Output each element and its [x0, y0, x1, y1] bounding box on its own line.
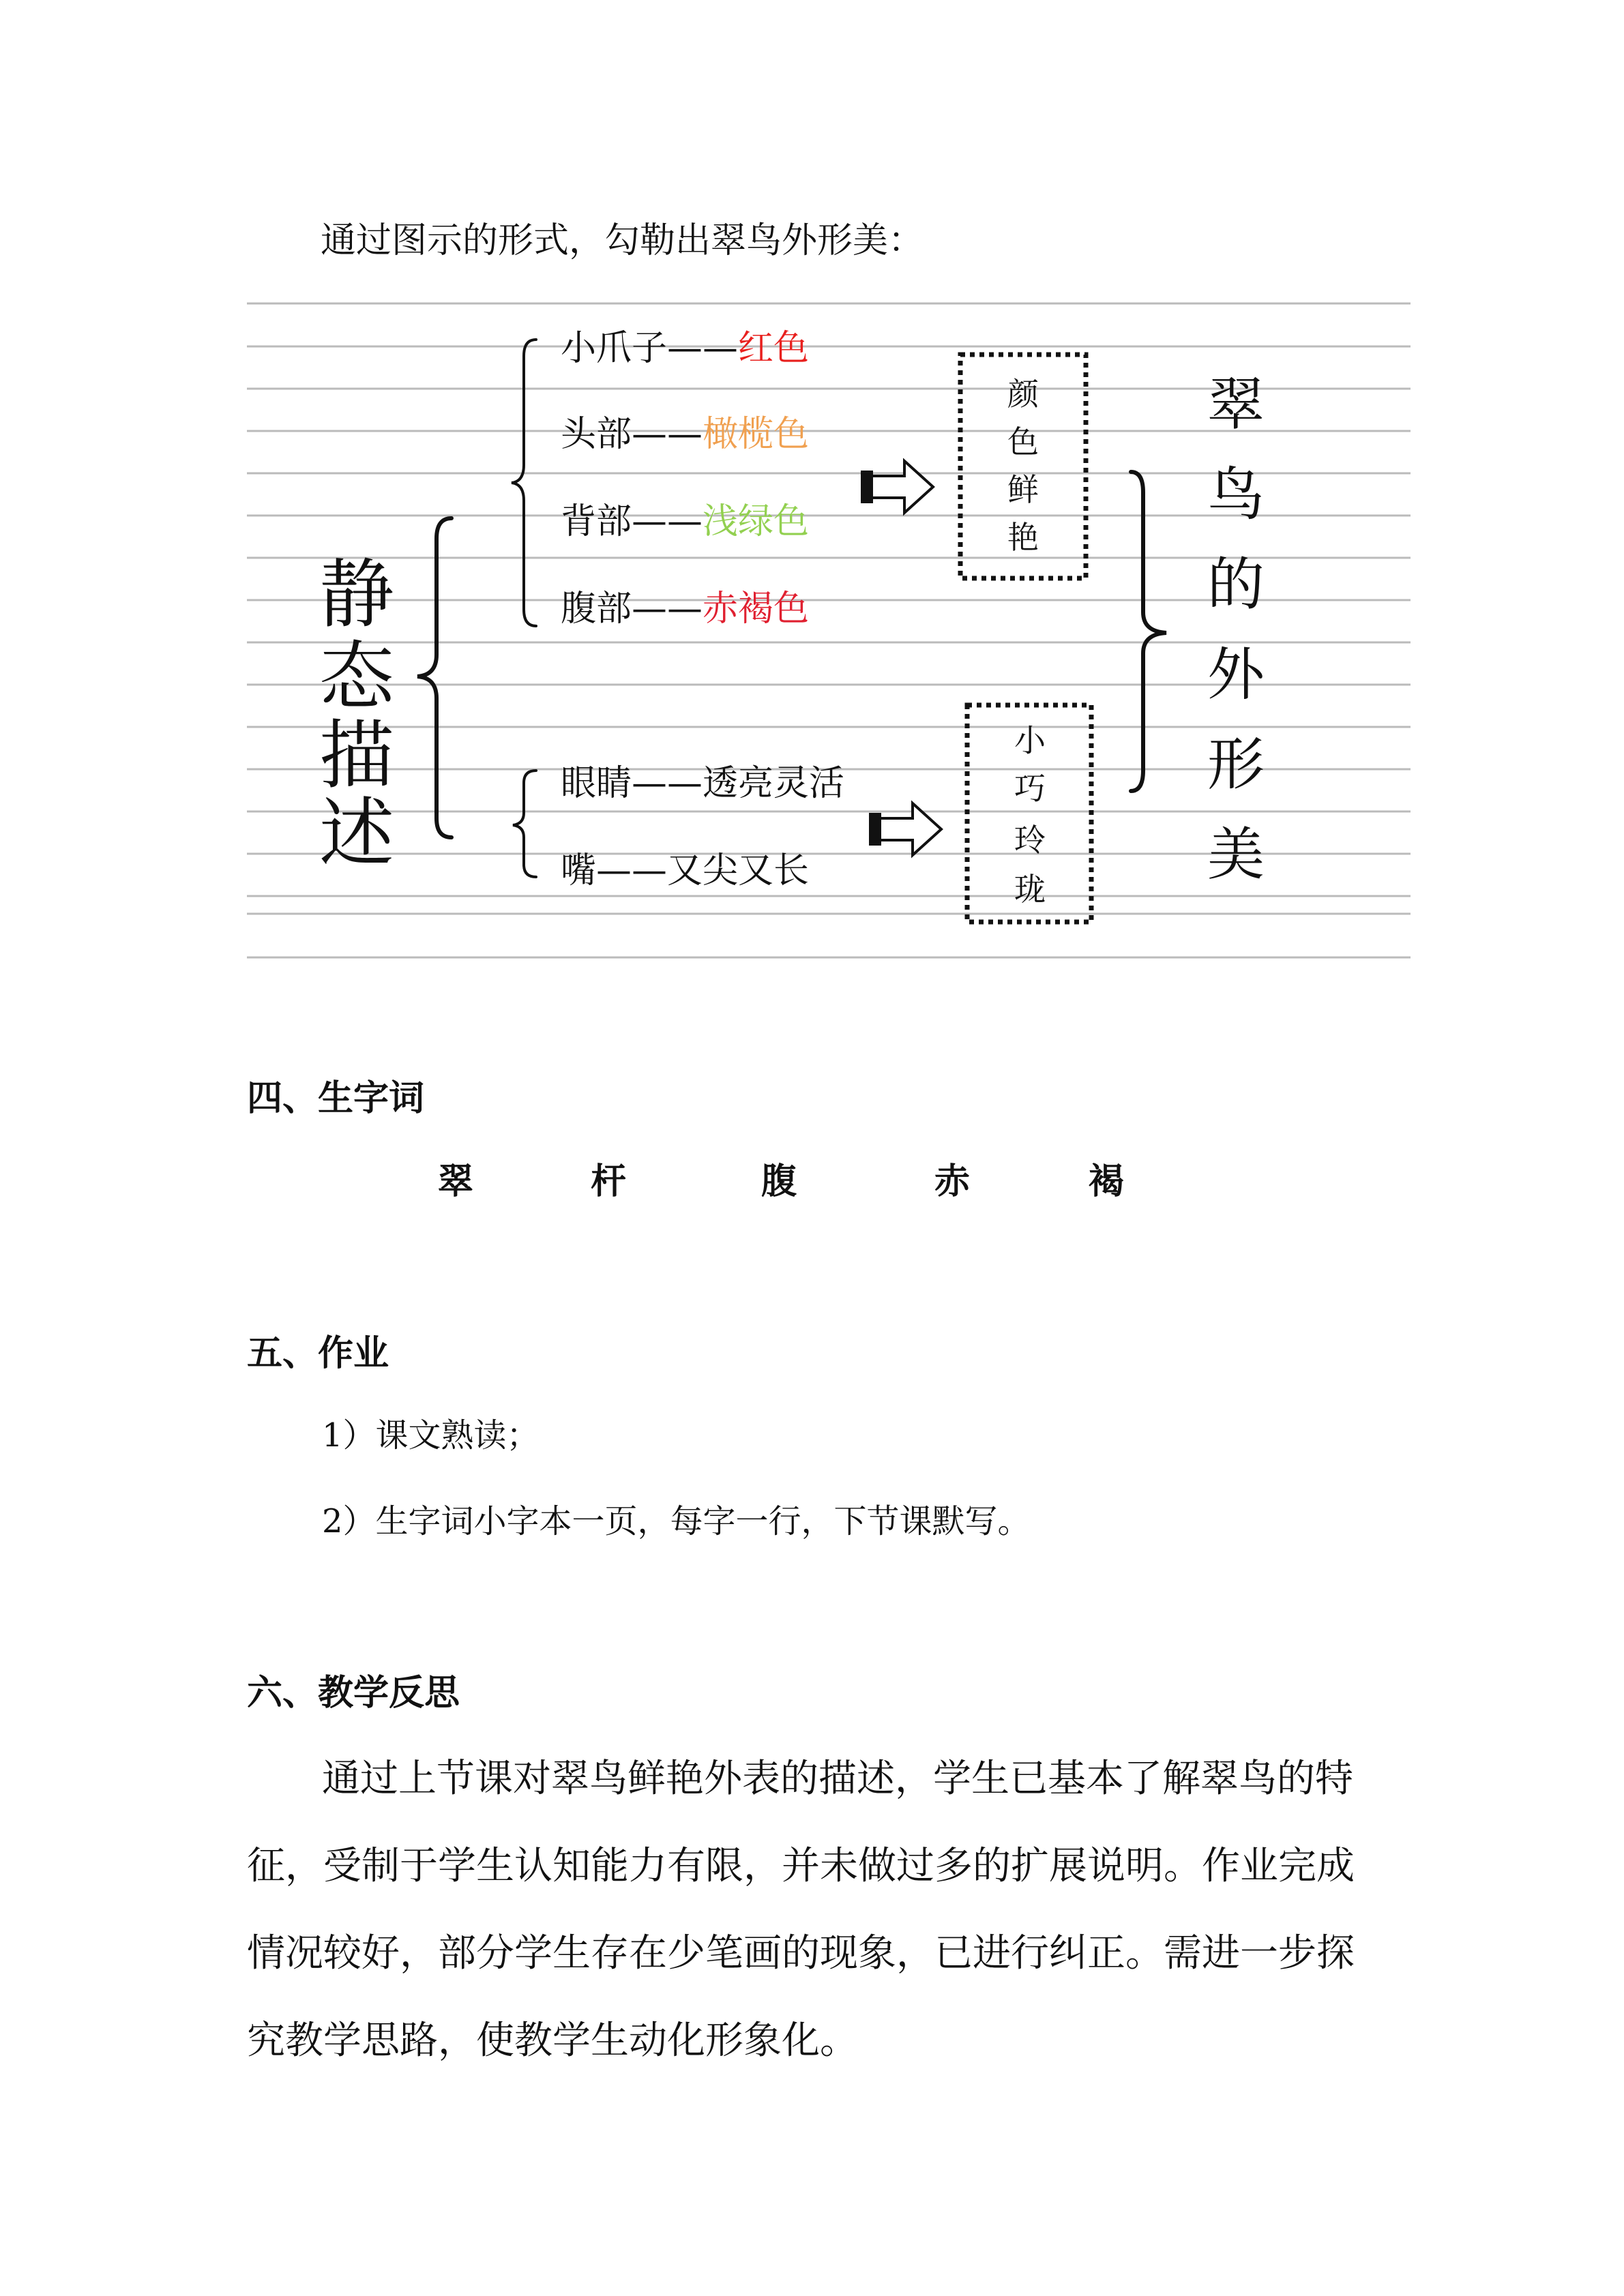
color-item-part: 头部——	[561, 414, 703, 455]
shape-item-value: 透亮灵活	[703, 763, 845, 804]
conclusion-char: 形	[1207, 731, 1265, 798]
box2-char: 珑	[1014, 871, 1046, 908]
conclusion-char: 美	[1207, 821, 1265, 888]
conclusion-char: 翠	[1207, 371, 1265, 438]
conclusion-char: 的	[1207, 551, 1265, 618]
intro-text: 通过图示的形式，勾勒出翠鸟外形美：	[321, 220, 924, 261]
conclusion-char: 外	[1207, 641, 1265, 708]
box1-char: 鲜	[1007, 471, 1039, 508]
box1-char: 色	[1007, 423, 1039, 460]
box2-char: 玲	[1014, 822, 1046, 859]
color-item-value: 红色	[738, 328, 810, 369]
reflection-paragraph	[247, 1735, 1365, 2085]
root-label	[319, 551, 396, 877]
root-char: 描	[319, 712, 394, 799]
vocab-char: 腹	[761, 1161, 797, 1202]
color-item-part: 腹部——	[561, 588, 703, 629]
conclusion-char: 鸟	[1207, 461, 1265, 528]
root-char: 述	[319, 790, 394, 877]
color-item-part: 背部——	[561, 501, 703, 542]
vocab-char: 赤	[934, 1161, 971, 1202]
conclusion-brace	[1131, 472, 1166, 791]
box2-char: 巧	[1014, 770, 1046, 807]
homework-item: 2）生字词小字本一页，每字一行，下节课默写。	[322, 1502, 1031, 1540]
box2-char: 小	[1014, 722, 1046, 759]
color-brace	[512, 340, 536, 626]
box1-char: 艳	[1007, 519, 1039, 556]
svg-text:头部——橄榄色	[561, 414, 809, 455]
section4-title: 四、生字词	[247, 1078, 425, 1119]
color-item-value: 赤褐色	[703, 588, 810, 629]
shape-brace	[513, 771, 536, 877]
svg-text:嘴——又尖又长	[561, 850, 809, 891]
vocab-char: 翠	[438, 1161, 474, 1202]
svg-text:腹部——赤褐色	[561, 588, 809, 629]
arrow-right-icon	[862, 461, 933, 513]
homework-item: 1）课文熟读；	[322, 1416, 540, 1455]
color-item-value: 橄榄色	[703, 414, 810, 455]
root-char: 静	[319, 551, 394, 638]
box1-char: 颜	[1007, 376, 1039, 413]
reflection-text: 通过上节课对翠鸟鲜艳外表的描述，学生已基本了解翠鸟的特征，受制于学生认知能力有限，并未做过多的扩展说明。作业完成情况较好，部分学生存在少笔画的现象，已进行纠正。需进一步探究教学思路，使教学生动化形象化。	[247, 1757, 1355, 2063]
color-item-value: 浅绿色	[703, 501, 810, 542]
shape-item-value: 又尖又长	[667, 850, 810, 891]
svg-text:眼睛——透亮灵活	[561, 763, 844, 804]
section5-title: 五、作业	[247, 1333, 389, 1374]
shape-item-part: 嘴——	[561, 850, 668, 891]
root-char: 态	[319, 633, 394, 720]
vocab-char: 杆	[591, 1161, 627, 1202]
vocab-char: 褐	[1089, 1161, 1125, 1202]
section6-title: 六、教学反思	[247, 1673, 460, 1714]
color-item-part: 小爪子——	[561, 328, 739, 369]
shape-item-part: 眼睛——	[561, 763, 703, 804]
svg-text:背部——浅绿色	[561, 501, 809, 542]
svg-text:小爪子——红色	[561, 328, 809, 369]
appearance-diagram	[0, 0, 1624, 1023]
root-brace	[417, 518, 452, 837]
